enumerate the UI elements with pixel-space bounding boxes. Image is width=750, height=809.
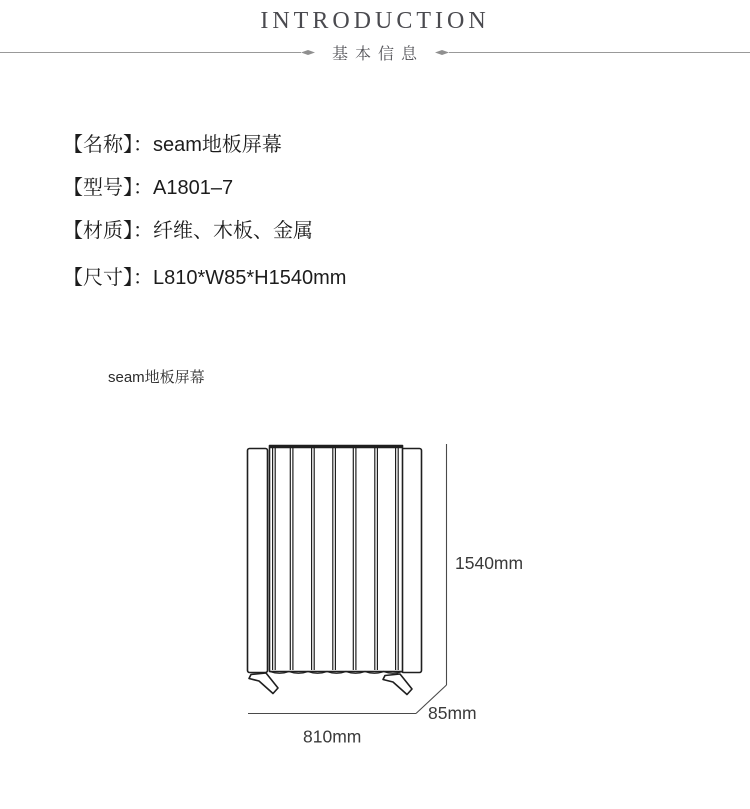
diagram-caption: seam地板屏幕 [108,369,205,386]
section-header [0,43,750,62]
section-subtitle: 基本信息 [332,46,425,63]
info-row-material: 【材质】：纤维、木板、金属 [63,220,313,242]
screen-left-foot [249,673,278,694]
height-dimension-label: 1540mm [455,553,524,573]
right-diamond-icon [435,50,449,55]
right-divider-line [449,52,750,53]
left-diamond-icon [301,50,315,55]
left-divider-line [0,52,301,53]
depth-dimension-label: 85mm [428,703,477,723]
product-dimension-diagram [230,430,540,760]
screen-right-panel [402,449,422,673]
screen-drawing [248,446,422,695]
info-row-name: 【名称】：seam地板屏幕 [63,134,282,156]
info-row-model: 【型号】：A1801–7 [63,177,234,199]
screen-left-panel [248,449,268,673]
product-info-list [63,131,346,307]
info-row-size: 【尺寸】：L810*W85*H1540mm [63,267,347,289]
page-title: INTRODUCTION [260,8,490,34]
width-dimension-label: 810mm [303,726,362,747]
screen-right-foot [383,674,412,695]
